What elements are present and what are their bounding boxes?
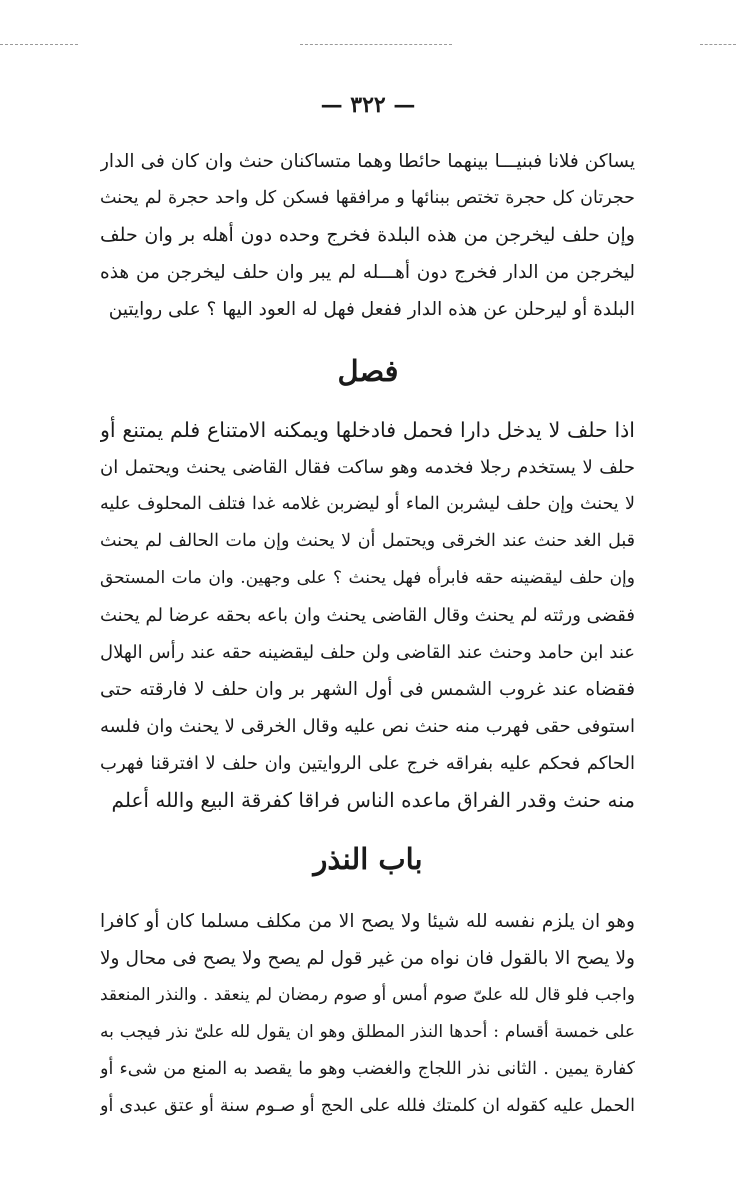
- text-line: ليخرجن من الدار فخرج دون أهـــله لم يبر وان حلف ليخرجن من هذه: [100, 262, 635, 283]
- text-line: فقضى ورثته لم يحنث وقال القاضى يحنث وان باعه بحقه عرضا لم يحنث: [100, 605, 635, 626]
- paragraph-continuation: [100, 143, 635, 328]
- text-line: الحاكم فحكم عليه بفراقه خرج على الروايتين وان حلف لا افترقنا فهرب: [100, 753, 635, 774]
- text-line: حجرتان كل حجرة تختص ببنائها و مرافقها فسكن كل واحد حجرة لم يحنث: [100, 188, 635, 208]
- text-line: اذا حلف لا يدخل دارا فحمل فادخلها ويمكنه الامتناع فلم يمتنع أو: [100, 418, 635, 442]
- text-line: قبل الغد حنث عند الخرقى ويحتمل أن لا يحنث وإن مات الحالف لم يحنث: [100, 531, 635, 551]
- text-line: عند ابن حامد وحنث عند القاضى ولن حلف ليقضينه حقه عند رأس الهلال: [100, 642, 635, 663]
- text-line: فقضاه عند غروب الشمس فى أول الشهر بر وان حلف لا فارقته حتى: [100, 679, 635, 700]
- text-line: البلدة أو ليرحلن عن هذه الدار ففعل فهل له العود اليها ؟ على روايتين: [108, 299, 635, 320]
- paragraph-fasl: [100, 412, 635, 819]
- section-heading-fasl: فصل: [337, 354, 399, 388]
- text-line: استوفى حقى فهرب منه حنث نص عليه وقال الخرقى لا يحنث وان فلسه: [100, 716, 635, 737]
- section-heading-bab-al-nadhr: باب النذر: [313, 842, 423, 876]
- text-line: الحمل عليه كقوله ان كلمتك فلله على الحج أو صـوم سنة أو عتق عبدى أو: [100, 1096, 635, 1116]
- text-line: لا يحنث وإن حلف ليشربن الماء أو ليضربن غلامه غدا فتلف المحلوف عليه: [100, 494, 635, 514]
- text-line: واجب فلو قال لله علىّ صوم أمس أو صوم رمضان لم ينعقد . والنذر المنعقد: [100, 985, 635, 1005]
- page-number: — ٣٢٢ —: [320, 92, 416, 118]
- text-line: وهو ان يلزم نفسه لله شيئا ولا يصح الا من مكلف مسلما كان أو كافرا: [100, 911, 635, 932]
- text-line: وإن حلف ليقضينه حقه فابرأه فهل يحنث ؟ على وجهين. وان مات المستحق: [100, 568, 635, 588]
- top-rule-right: [700, 44, 736, 46]
- text-line: يساكن فلانا فبنيـــا بينهما حائطا وهما متساكنان حنث وان كان فى الدار: [100, 151, 635, 172]
- top-rule-center: [300, 44, 452, 46]
- text-line: منه حنث وقدر الفراق ماعده الناس فراقا كفرقة البيع والله أعلم: [111, 788, 635, 812]
- text-line: حلف لا يستخدم رجلا فخدمه وهو ساكت فقال القاضى يحنث ويحتمل ان: [100, 457, 635, 478]
- text-line: وإن حلف ليخرجن من هذه البلدة فخرج وحده دون أهله بر وان حلف: [100, 224, 635, 246]
- text-line: ولا يصح الا بالقول فان نواه من غير قول لم يصح ولا يصح فى محال ولا: [100, 948, 635, 969]
- text-line: على خمسة أقسام : أحدها النذر المطلق وهو ان يقول لله علىّ نذر فيجب به: [100, 1022, 635, 1042]
- top-rule-left: [0, 44, 78, 46]
- text-line: كفارة يمين . الثانى نذر اللجاج والغضب وهو ما يقصد به المنع من شىء أو: [100, 1059, 635, 1079]
- paragraph-bab-al-nadhr: [100, 903, 635, 1125]
